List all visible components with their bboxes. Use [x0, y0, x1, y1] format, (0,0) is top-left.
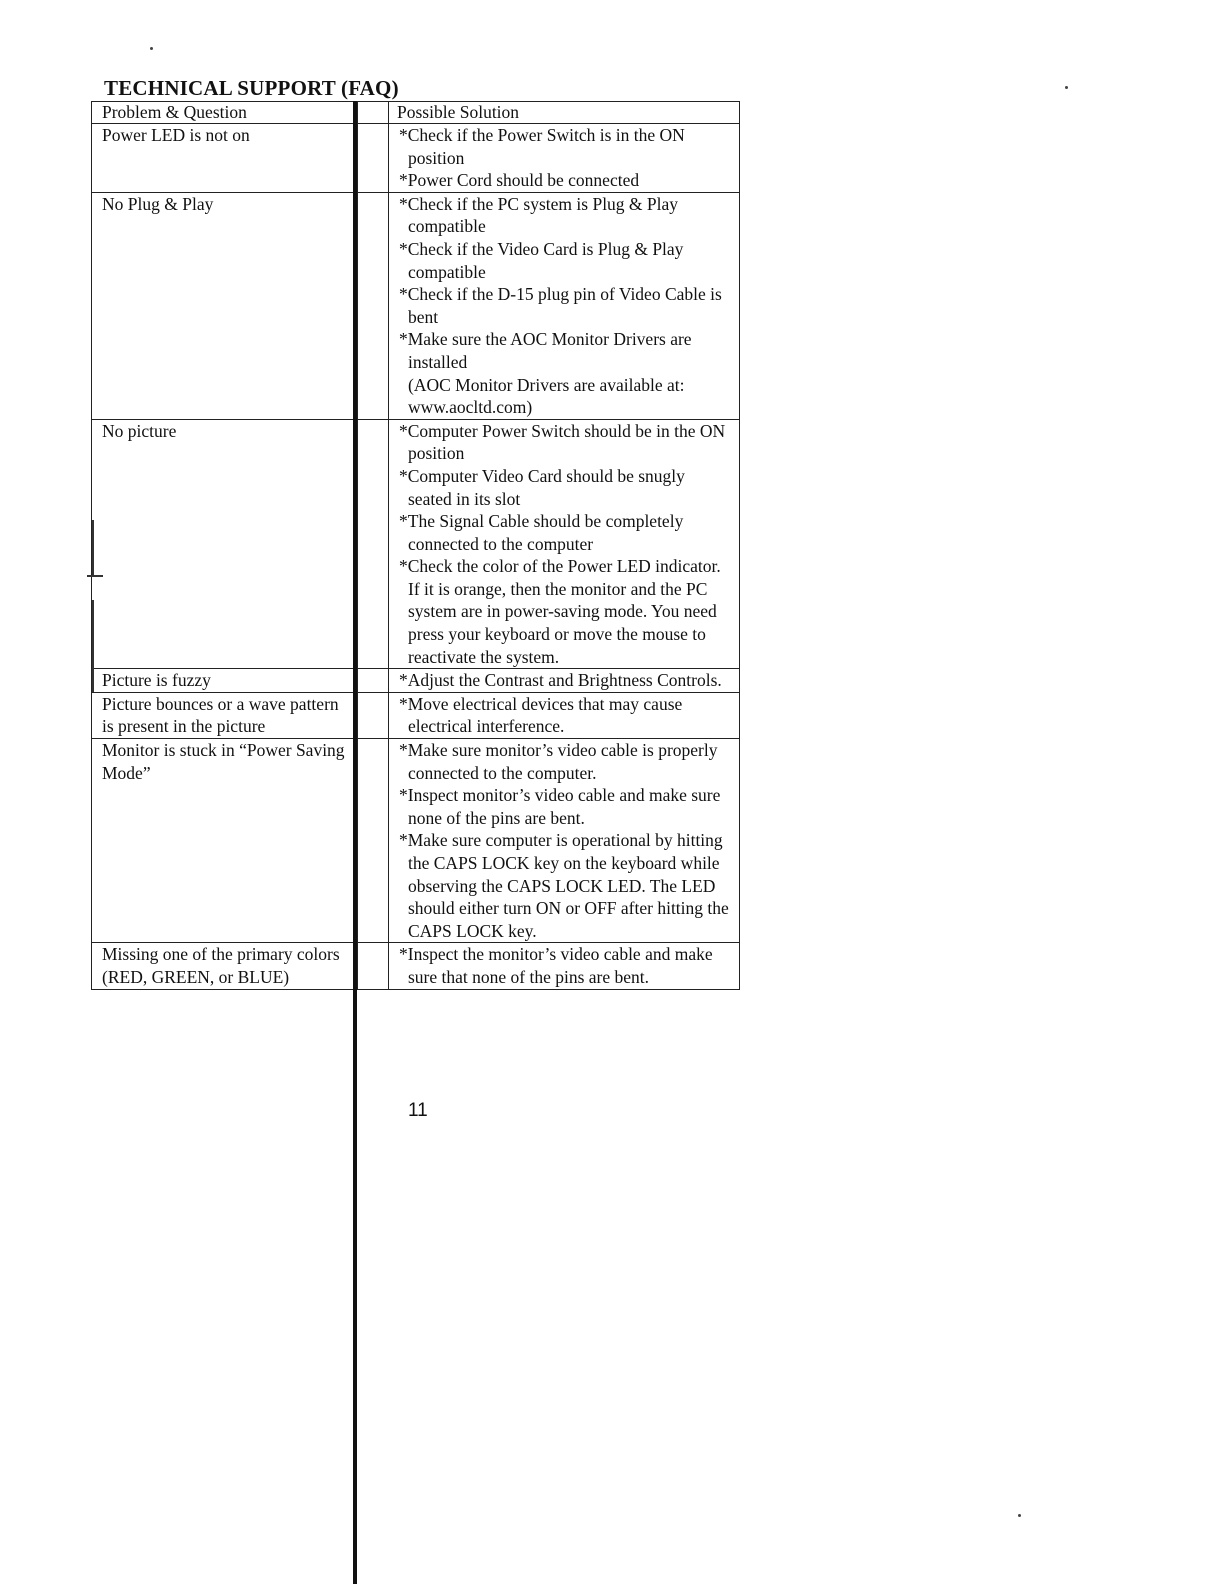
problem-cell: Picture is fuzzy [92, 669, 358, 693]
table-row [92, 192, 740, 419]
column-gap [358, 124, 389, 193]
solution-item: *Make sure monitor’s video cable is properly connected to the computer. [399, 740, 718, 783]
scan-mark [92, 520, 94, 576]
solution-item: *The Signal Cable should be completely connected to the computer [399, 511, 684, 554]
problem-cell: Monitor is stuck in “Power Saving Mode” [92, 739, 358, 943]
column-gap [358, 669, 389, 693]
solution-item: *Check if the Power Switch is in the ON position [399, 125, 685, 168]
solution-cell [389, 419, 740, 669]
column-gap [358, 692, 389, 738]
problem-cell: No Plug & Play [92, 192, 358, 419]
table-row [92, 419, 740, 669]
column-gap [358, 739, 389, 943]
binding-edge-line [353, 101, 357, 1584]
page-title: TECHNICAL SUPPORT (FAQ) [104, 76, 399, 100]
solution-note: (AOC Monitor Drivers are available at: www.aocltd.com) [408, 374, 685, 418]
solution-item: *Check the color of the Power LED indicator. If it is orange, then the monitor and the PC system are in power-saving mode. You need press your keyboard or move the mouse to reactivate the system. [399, 556, 721, 667]
solution-cell [389, 669, 740, 693]
column-gap [358, 102, 389, 124]
table-row [92, 943, 740, 989]
solution-item: *Check if the Video Card is Plug & Play compatible [399, 238, 684, 282]
table-row [92, 124, 740, 193]
solution-item: *Check if the PC system is Plug & Play compatible [399, 193, 679, 237]
problem-column-header: Problem & Question [92, 102, 358, 124]
solution-cell [389, 739, 740, 943]
table-header-row [92, 102, 740, 124]
solution-item: *Inspect the monitor’s video cable and make sure that none of the pins are bent. [399, 944, 713, 987]
solution-item: *Inspect monitor’s video cable and make sure none of the pins are bent. [399, 785, 721, 828]
column-gap [358, 943, 389, 989]
solution-column-header: Possible Solution [389, 102, 740, 124]
problem-cell: Power LED is not on [92, 124, 358, 193]
solution-item: *Adjust the Contrast and Brightness Controls. [399, 670, 722, 691]
solution-cell [389, 692, 740, 738]
solution-cell [389, 192, 740, 419]
solution-cell [389, 943, 740, 989]
solution-item: *Check if the D-15 plug pin of Video Cable is bent [399, 284, 722, 327]
column-gap [358, 192, 389, 419]
page-number: 11 [408, 1100, 428, 1121]
solution-item: *Make sure computer is operational by hitting the CAPS LOCK key on the keyboard while observing the CAPS LOCK LED. The LED should either turn ON or OFF after hitting the CAPS LOCK key. [399, 830, 729, 941]
scan-speck [1018, 1514, 1021, 1517]
solution-item: *Move electrical devices that may cause electrical interference. [399, 693, 683, 737]
solution-item: *Computer Video Card should be snugly seated in its slot [399, 465, 685, 509]
faq-table-body [92, 124, 740, 990]
problem-cell: Picture bounces or a wave pattern is present in the picture [92, 692, 358, 738]
table-row [92, 739, 740, 943]
problem-cell: Missing one of the primary colors (RED, GREEN, or BLUE) [92, 943, 358, 989]
scan-speck [1065, 86, 1068, 89]
table-row [92, 692, 740, 738]
faq-table [91, 101, 740, 990]
solution-cell [389, 124, 740, 193]
scan-speck [150, 47, 153, 50]
solution-item: *Make sure the AOC Monitor Drivers are installed [399, 329, 692, 372]
scan-mark [92, 600, 94, 692]
column-gap [358, 419, 389, 669]
table-row [92, 669, 740, 693]
solution-item: *Computer Power Switch should be in the ON position [399, 420, 726, 464]
scan-mark [87, 575, 103, 577]
problem-cell: No picture [92, 419, 358, 669]
solution-item: *Power Cord should be connected [399, 170, 640, 191]
